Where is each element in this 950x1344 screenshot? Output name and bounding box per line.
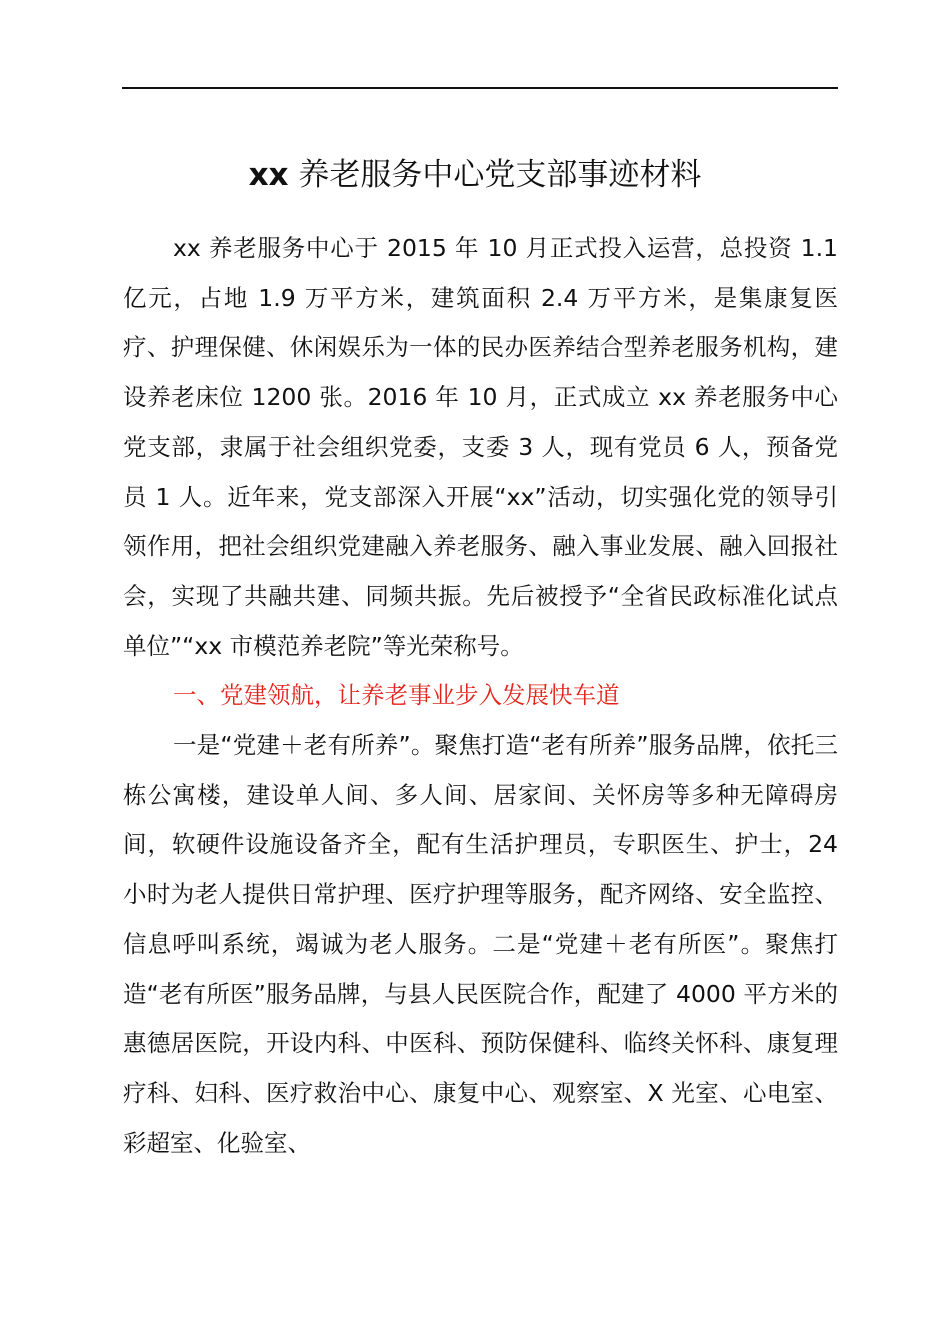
- section-paragraph: 一是“党建＋老有所养”。聚焦打造“老有所养”服务品牌，依托三栋公寓楼，建设单人间、多人间、居家间、关怀房等多种无障碍房间，软硬件设施设备齐全，配有生活护理员，专职医生、护士，24 小时为老人提供日常护理、医疗护理等服务，配齐网络、安全监控、信息呼叫系统，竭诚为老人服务。二是“党建＋老有所医”。聚焦打造“老有所医”服务品牌，与县人民医院合作，配建了 4000 平方米的惠德居医院，开设内科、中医科、预防保健科、临终关怀科、康复理疗科、妇科、医疗救治中心、康复中心、观察室、X 光室、心电室、彩超室、化验室、: [123, 731, 838, 1157]
- title-main: 养老服务中心党支部事迹材料: [288, 157, 702, 193]
- document-title: [0, 150, 950, 200]
- title-prefix: xx: [248, 157, 289, 193]
- header-rule: [122, 87, 838, 89]
- document-body: [123, 224, 838, 1168]
- intro-paragraph: xx 养老服务中心于 2015 年 10 月正式投入运营，总投资 1.1 亿元，占地 1.9 万平方米，建筑面积 2.4 万平方米，是集康复医疗、护理保健、休闲娱乐为一体的民办医养结合型养老服务机构，建设养老床位 1200 张。2016 年 10 月，正式成立 xx 养老服务中心党支部，隶属于社会组织党委，支委 3 人，现有党员 6 人，预备党员 1 人。近年来，党支部深入开展“xx”活动，切实强化党的领导引领作用，把社会组织党建融入养老服务、融入事业发展、融入回报社会，实现了共融共建、同频共振。先后被授予“全省民政标准化试点单位”“xx 市模范养老院”等光荣称号。: [123, 234, 838, 660]
- section-heading: 一、党建领航，让养老事业步入发展快车道: [173, 681, 620, 710]
